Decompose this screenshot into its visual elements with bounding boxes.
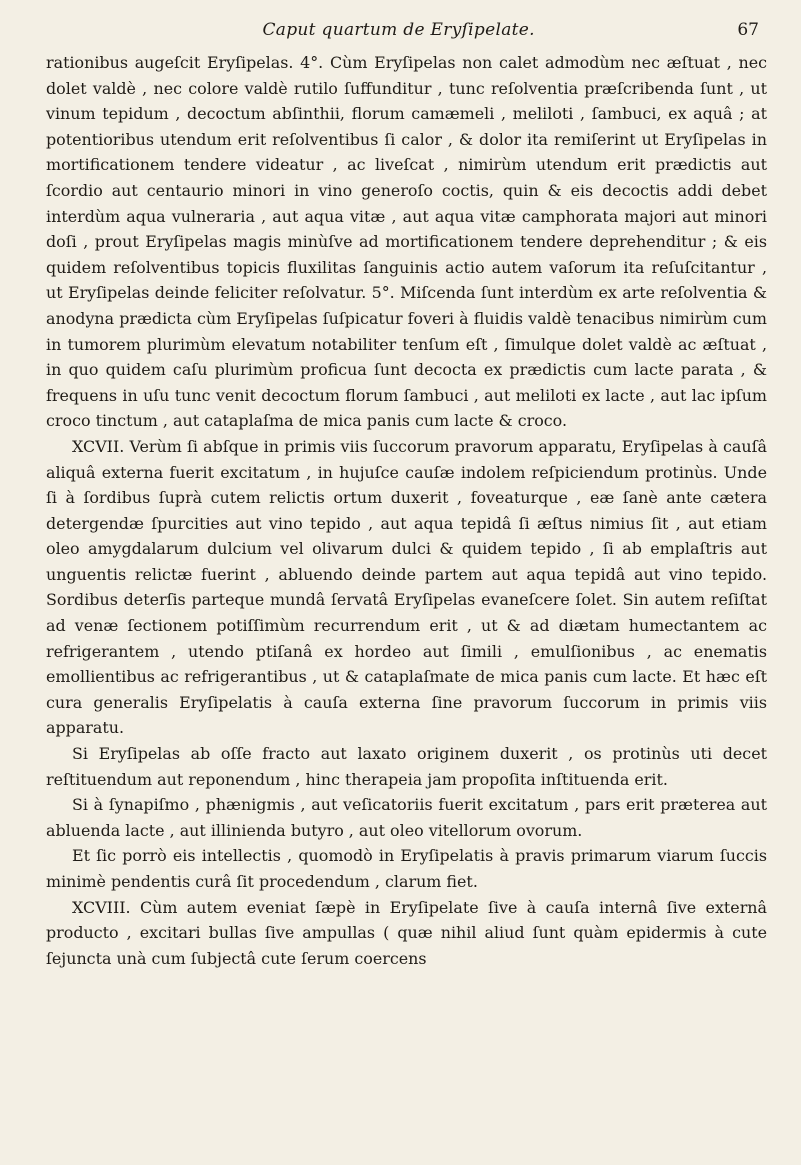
paragraph: XCVII. Verùm ſi abſque in primis viis ſuccorum pravorum apparatu, Eryſipelas à cauſâ aliquâ externa fuerit excitatum , in hujuſce cauſæ indolem reſpiciendum protinùs. Unde ſi à ſordibus ſuprà cutem relictis ortum duxerit , foveaturque , eæ ſanè ante cætera detergendæ ſpurcities aut vino tepido , aut aqua tepidâ ſi æſtus nimius ſit , aut etiam oleo amygdalarum dulcium vel olivarum dulci & quidem tepido , ſi ab emplaſtris aut unguentis relictæ fuerint , abluendo deinde partem aut aqua tepidâ aut vino tepido. Sordibus deterſis parteque mundâ ſervatâ Eryſipelas evaneſcere ſolet. Sin autem reſiſtat ad venæ ſectionem potiſſimùm recurrendum erit , ut & ad diætam humectantem ac refrigerantem , utendo ptiſanâ ex hordeo aut ſimili , emulſionibus , ac enematis emollientibus ac refrigerantibus , ut & cataplaſmate de mica panis cum lacte. Et hæc eſt cura generalis Eryſipelatis à cauſa externa ſine pravorum ſuccorum in primis viis apparatu.	[46, 436, 767, 738]
page-header	[60, 20, 759, 50]
paragraph: Si à ſynapiſmo , phænigmis , aut veſicatoriis fuerit excitatum , pars erit præterea aut abluenda lacte , aut illinienda butyro , aut oleo vitellorum ovorum.	[46, 795, 767, 840]
running-title: Caput quartum de Eryſipelate.	[262, 20, 535, 40]
paragraph: Si Eryſipelas ab oſſe fracto aut laxato originem duxerit , os protinùs uti decet reſtituendum aut reponendum , hinc therapeia jam propoſita inſtituenda erit.	[46, 744, 767, 789]
paragraph: XCVIII. Cùm autem eveniat ſæpè in Eryſipelate ſive à cauſa internâ ſive externâ producto , excitari bullas ſive ampullas ( quæ nihil aliud ſunt quàm epidermis à cute ſejuncta unà cum ſubjectâ cute ſerum coercens	[46, 897, 767, 968]
paragraph: rationibus augeſcit Eryſipelas. 4°. Cùm Eryſipelas non calet admodùm nec æſtuat , nec dolet valdè , nec colore valdè rutilo ſuffunditur , tunc reſolventia præſcribenda ſunt , ut vinum tepidum , decoctum abſinthii, florum camæmeli , meliloti , ſambuci, ex aquâ ; at potentioribus utendum erit reſolventibus ſi calor , & dolor ita remiſerint ut Eryſipelas in mortificationem tendere videatur , ac liveſcat , nimirùm utendum erit prædictis aut ſcordio aut centaurio minori in vino generoſo coctis, quin & eis decoctis addi debet interdùm aqua vulneraria , aut aqua vitæ , aut aqua vitæ camphorata majori aut minori doſi , prout Eryſipelas magis minùſve ad mortificationem tendere deprehenditur ; & eis quidem reſolventibus topicis fluxilitas ſanguinis actio autem vaſorum ita reſuſcitantur , ut Eryſipelas deinde feliciter reſolvatur. 5°. Miſcenda ſunt interdùm ex arte reſolventia & anodyna prædicta cùm Eryſipelas ſuſpicatur foveri à fluidis valdè tenacibus nimirùm cum in tumorem plurimùm elevatum notabiliter tenſum eſt , ſimulque dolet valdè ac æſtuat , in quo quidem caſu plurimùm proficua ſunt decocta ex prædictis cum lacte parata , & frequens in uſu tunc venit decoctum florum ſambuci , aut meliloti ex lacte , aut lac ipſum croco tinctum , aut cataplaſma de mica panis cum lacte & croco.	[46, 53, 767, 431]
page-number: 67	[737, 20, 759, 40]
paragraph: Et ſic porrò eis intellectis , quomodò in Eryſipelatis à pravis primarum viarum ſuccis minimè pendentis curâ ſit procedendum , clarum fiet.	[46, 846, 767, 891]
body-text	[46, 50, 767, 971]
